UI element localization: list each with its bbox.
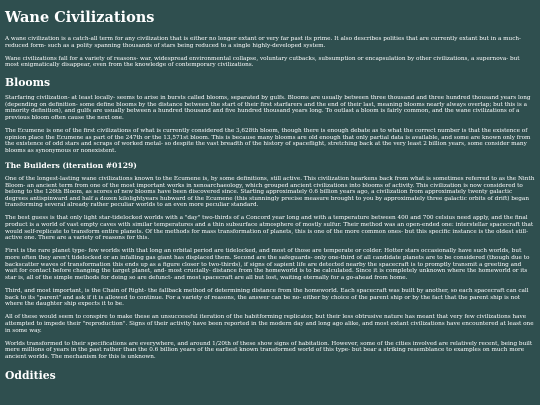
blooms-paragraph: Starfaring civilization- at least locally- seems to arise in bursts called blooms, separated by gulfs. Blooms are usually between three thousand and three hundred thousand years long (depending on definition- some define blooms by the distance between the start of their first starfarers and the end of their last, meaning blooms nearly always overlap; but this is a minority definition), and gulfs are usually between a hundred thousand and five hundred thousand years long. To outlast a bloom is fairly common, and the wane civilizations of a previous bloom often cause the next one. [5,94,531,121]
builders-paragraph: All of these would seem to conspire to make these an unsuccessful iteration of the habitforming replicator, but their less obtrusive nature has meant that very few civilizations have attempted to impede their "reproduction". Signs of their activity have been reported in the modern day and long ago alike, and most extant civilizations have encountered at least one in some way. [5,314,534,334]
page-title: Wane Civilizations [5,9,155,26]
builders-paragraph: The best guess is that only light star-tidelocked worlds with a "day" two-thirds of a Concord year long and with a temperature between 400 and 700 celsius need apply, and the final product is a world of vast empty caves with similar temperatures and a thin subsurface atmosphere of mostly sulfur. Their method was an open-ended one: interstellar spacecraft that would self-replicate to transform entire planets. Of the methods for mass transformation of planets, this is one of the more common ones- but this specific instance is the oldest still-active one. There are a variety of reasons for this. [5,215,534,242]
builders-paragraph: Worlds transformed to their specifications are everywhere, and around 1/20th of these show signs of habitation. However, some of the cities involved are relatively recent, being built mere millions of years in the past rather than the 0.6 billion years of the earliest known transformed world of this type- but bear a striking resemblance to examples on much more ancient worlds. The mechanism for this is unknown. [5,340,533,360]
subsection-heading-builders: The Builders (iteration #0129) [5,160,137,170]
blooms-paragraph: The Ecumene is one of the first civilizations of what is currently considered the 3,628th bloom, though there is enough debate as to what the correct number is that the existence of opinion place the Ecumene as part of the 247th or the 13,571st bloom. This is because many blooms are old enough that only partial data is available, and some are known only from the existence of odd stars and scraps of worked metal- so despite the vast breadth of the history of spaceflight, stretching back at the very least 2 billion years, some consider many blooms as synonymous or nonexistent. [5,127,531,154]
intro-paragraph: A wane civilization is a catch-all term for any civilization that is either no longer extant or very far past its prime. It also describes polities that are currently extant but in a much-reduced form- such as a polity spanning thousands of stars being reduced to a single highly-developed system. [5,36,521,49]
builders-paragraph: First is the rare planet type- few worlds with that long an orbital period are tidelocked, and most of those are temperate or colder. Hotter stars occasionally have such worlds, but more often they aren't tidelocked or an infalling gas giant has displaced them. Second are the safeguards- only one-third of all candidate planets are to be considered (though due to backscatter waves of transformation this ends up as a figure closer to two-thirds), if signs of sapient life are detected nearby the spacecraft is to promptly transmit a greeting and wait for contact before changing the target planet, and- most crucially- distance from the homeworld is to be calculated. Since it is completely unknown where the homeworld or its star is, all of the simple methods for doing so are defunct- and most spacecraft are all but lost, waiting eternally for a go-ahead from home. [5,248,530,281]
section-heading-oddities: Oddities [5,368,56,382]
intro-paragraph: Wane civilizations fall for a variety of reasons- war, widespread environmental collapse, voluntary cutbacks, subsumption or encapsulation by other civilizations, a supernova- but most enigmatically disappear, even from the knowledge of contemporary civilizations. [5,55,520,69]
section-heading-blooms: Blooms [5,75,51,89]
builders-paragraph: Third, and most important, is the Chain of Right- the fallback method of determining distance from the homeworld. Each spacecraft was built by another, so each spacecraft can call back to its "parent" and ask if it is allowed to continue. For a variety of reasons, the answer can be no- either by choice of the parent ship or by the fact that the parent ship is not where the daughter ship expects it to be. [5,288,529,308]
builders-paragraph: One of the longest-lasting wane civilizations known to the Ecumene is, by some definitions, still active. This civilization hearkens back from what is sometimes referred to as the Ninth Bloom- an ancient term from one of the most important works in xenoarchaeology, which grouped ancient civilizations into blooms of activity. This civilization is now considered to belong to the 126th Bloom, as scores of new blooms have been discovered since. Starting approximately 0.6 billion years ago, a civilization from approximately twenty galactic degrees antispinward and half a dozen kilolightyears hubward of the Ecumene (this stunningly precise measure brought to you by approximately three galactic orbits of drift) began transforming several already rather peculiar worlds to an even more peculiar standard. [5,175,535,209]
